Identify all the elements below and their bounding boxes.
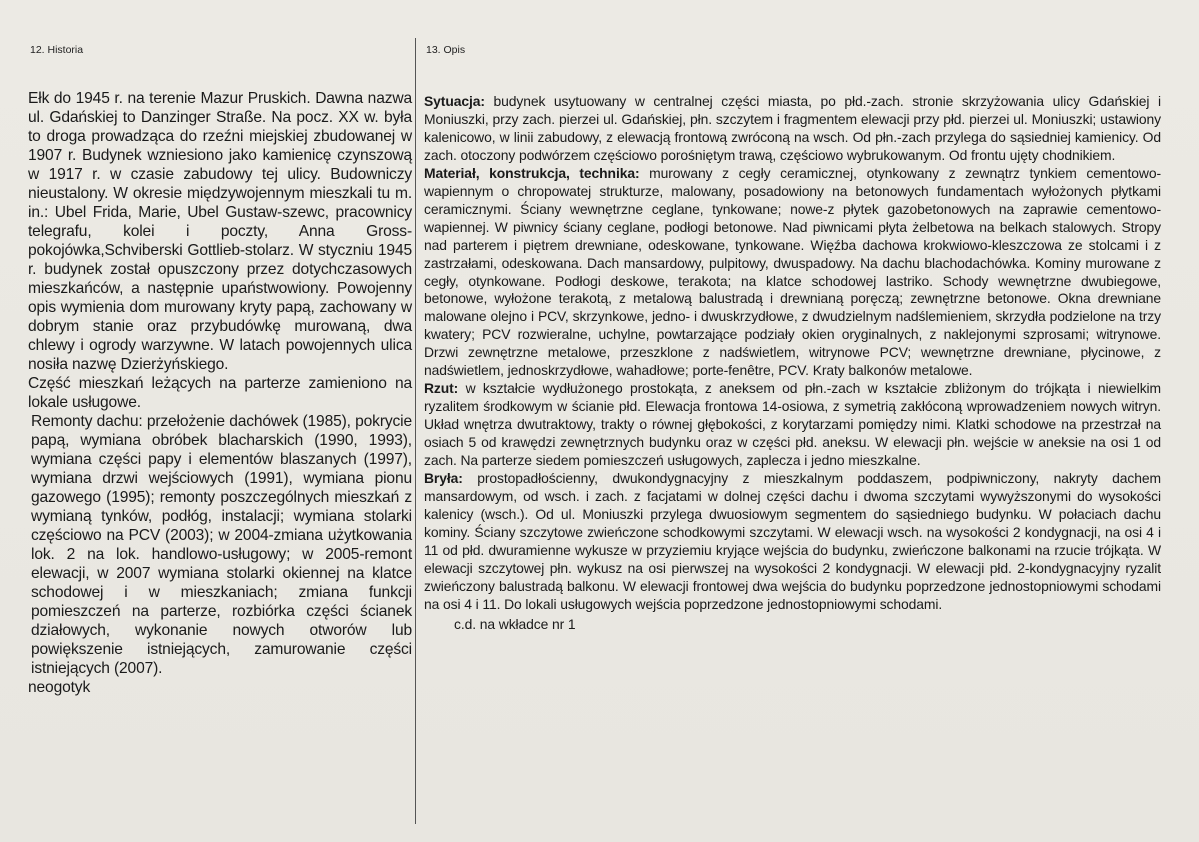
historia-column xyxy=(28,89,412,697)
sytuacja-text: budynek usytuowany w centralnej części miasta, po płd.-zach. stronie skrzyżowania ulicy Gdańskiej i Moniuszki, przy zach. pierzei ul. Gdańskiej, płn. szczytem i fragmentem elewacji przy płd. pierzei ul. Moniuszki; ustawiony kalenicowo, w linii zabudowy, z elewacją frontową zwróconą na wsch. Od płn.-zach przylega do sąsiedniej kamienicy. Od zach. otoczony podwórzem częściowo porośniętym trawą, częściowo wybrukowanym. Od frontu ujęty chodnikiem. xyxy=(424,93,1161,163)
material-label: Materiał, konstrukcja, technika: xyxy=(424,164,640,181)
historia-paragraph-1: Ełk do 1945 r. na terenie Mazur Pruskich. Dawna nazwa ul. Gdańskiej to Danzinger Straße. Na pocz. XX w. była to droga prowadząca do rzeźni miejskiej zbudowanej w 1907 r. Budynek wzniesiono jako kamienicę czynszową w 1917 r. w czasie zabudowy tej ulicy. Budowniczy nieustalony. W okresie międzywojennym mieszkali tu m. in.: Ubel Frida, Marie, Ubel Gustaw-szewc, pracownicy telegrafu, kolei i poczty, Anna Gross-pokojówka,Schviberski Gottlieb-stolarz. W styczniu 1945 r. budynek został opuszczony przez dotychczasowych mieszkańców, a następnie upaństwowiony. Powojenny opis wymienia dom murowany kryty papą, zachowany w dobrym stanie oraz przybudówkę murowaną, dwa chlewy i ogrody warzywne. W latach powojennych ulica nosiła nazwę Dzierżyńskiego. xyxy=(28,90,412,373)
material-text: murowany z cegły ceramicznej, otynkowany z zewnątrz tynkiem cementowo-wapiennym o chropowatej strukturze, malowany, posadowiony na betonowych fundamentach wyłożonych płytkami ceramicznymi. Ściany wewnętrzne ceglane, tynkowane; nowe-z płytek gazobetonowych na zaprawie cementowo-wapiennej. W piwnicy ściany ceglane, podłogi betonowe. Nad piwnicami płyta żelbetowa na belkach stalowych. Stropy nad parterem i piętrem drewniane, odeskowane, tynkowane. Więźba dachowa krokwiowo-kleszczowa ze stolcami i z zastrzałami, odeskowana. Dach mansardowy, pulpitowy, dwuspadowy. Na dachu blachodachówka. Kominy murowane z cegły, otynkowane. Podłogi deskowe, terakota; na klatce schodowej lastriko. Schody wewnętrzne dwubiegowe, betonowe, wyłożone terakotą, z metalową balustradą i drewnianą poręczą; zewnętrzne betonowe. Okna drewniane malowane olejno i PCV, skrzynkowe, jedno- i dwuskrzydłowe, z dwudzielnym nadślemieniem, skrzydła podzielone na trzy kwatery; PCV rozwieralne, uchylne, powtarzające podziały okien oryginalnych, z naklejonymi szprosami; witrynowe. Drzwi zewnętrzne metalowe, przeszklone z nadświetlem, witrynowe PCV; wewnętrzne drewniane, płycinowe, z nadświetlem, jednoskrzydłowe, wahadłowe; porte-fenêtre, PCV. Kraty balkonów metalowe. xyxy=(424,164,1161,379)
bryla-label: Bryła: xyxy=(424,470,463,487)
opis-material xyxy=(424,165,1161,380)
historia-paragraph-2: Część mieszkań leżących na parterze zamieniono na lokale usługowe. xyxy=(28,375,412,411)
historia-paragraph-3: Remonty dachu: przełożenie dachówek (1985), pokrycie papą, wymiana obróbek blacharskich (1990, 1993), wymiana części papy i elementów blaszanych (1997), wymiana drzwi wejściowych (1991), wymiana pionu gazowego (1995); remonty poszczególnych mieszkań z wymianą tynków, podłóg, instalacji; wymiana stolarki częściowo na PCV (2003); w 2004-zmiana użytkowania lok. 2 na lok. handlowo-usługowy; w 2005-remont elewacji, w 2007 wymiana stolarki okiennej na klatce schodowej i w mieszkaniach; zmiana funkcji pomieszczeń na parterze, rozbiórka części ścianek działowych, wykonanie nowych otworów lub powiększenie istniejących, zamurowanie części istniejących (2007). xyxy=(31,413,412,677)
bryla-text: prostopadłościenny, dwukondygnacyjny z mieszkalnym poddaszem, podpiwniczony, nakryty dachem mansardowym, od wsch. i zach. z facjatami w dolnej części dachu i dwoma szczytami wywyższonymi do wysokości kalenicy (wsch.). Od ul. Moniuszki przylega dwuosiowym segmentem do sąsiedniego budynku. W połaciach dachu kominy. Ściany szczytowe zwieńczone schodkowymi szczytami. W elewacji wsch. na wysokości 2 kondygnacji, na osi 4 i 11 od płd. dwuramienne wykusze w przyziemiu kryjące wejścia do budynku, zwieńczone balkonami na rzucie trójkąta. W elewacji szczytowej płn. wykusz na osi pierwszej na wysokości 2 kondygnacji. W elewacji płd. 2-kondygnacyjny ryzalit zwieńczony balustradą balkonu. W elewacji frontowej dwa wejścia do budynku poprzedzone jednostopniowymi schodami na osi 4 i 11. Do lokali usługowych wejścia poprzedzone jednostopniowymi schodami. xyxy=(424,470,1161,612)
rzut-text: w kształcie wydłużonego prostokąta, z aneksem od płn.-zach w kształcie zbliżonym do trójkąta i niewielkim ryzalitem środkowym w ścianie płd. Elewacja frontowa 14-osiowa, z symetrią zakłóconą wprowadzeniem nowych witryn. Układ wnętrza dwutraktowy, trakty o równej głębokości, z korytarzami pomiędzy nimi. Klatki schodowe na przestrzał na osiach 5 od krawędzi zewnętrznych budynku oraz w części płd. aneksu. W elewacji płn. wejście w aneksie na osi 1 od zach. Na parterze siedem pomieszczeń usługowych, zaplecza i jedno mieszkalne. xyxy=(424,380,1161,469)
sytuacja-label: Sytuacja: xyxy=(424,93,485,109)
column-divider xyxy=(415,38,416,824)
rzut-label: Rzut: xyxy=(424,380,459,397)
section-header-historia: 12. Historia xyxy=(30,44,84,56)
opis-bryla xyxy=(424,470,1161,614)
opis-sytuacja xyxy=(424,93,1161,165)
continued-note: c.d. na wkładce nr 1 xyxy=(454,615,576,632)
historia-style: neogotyk xyxy=(28,679,91,696)
section-header-opis: 13. Opis xyxy=(426,44,466,56)
opis-rzut xyxy=(424,380,1161,470)
opis-column xyxy=(424,93,1161,634)
